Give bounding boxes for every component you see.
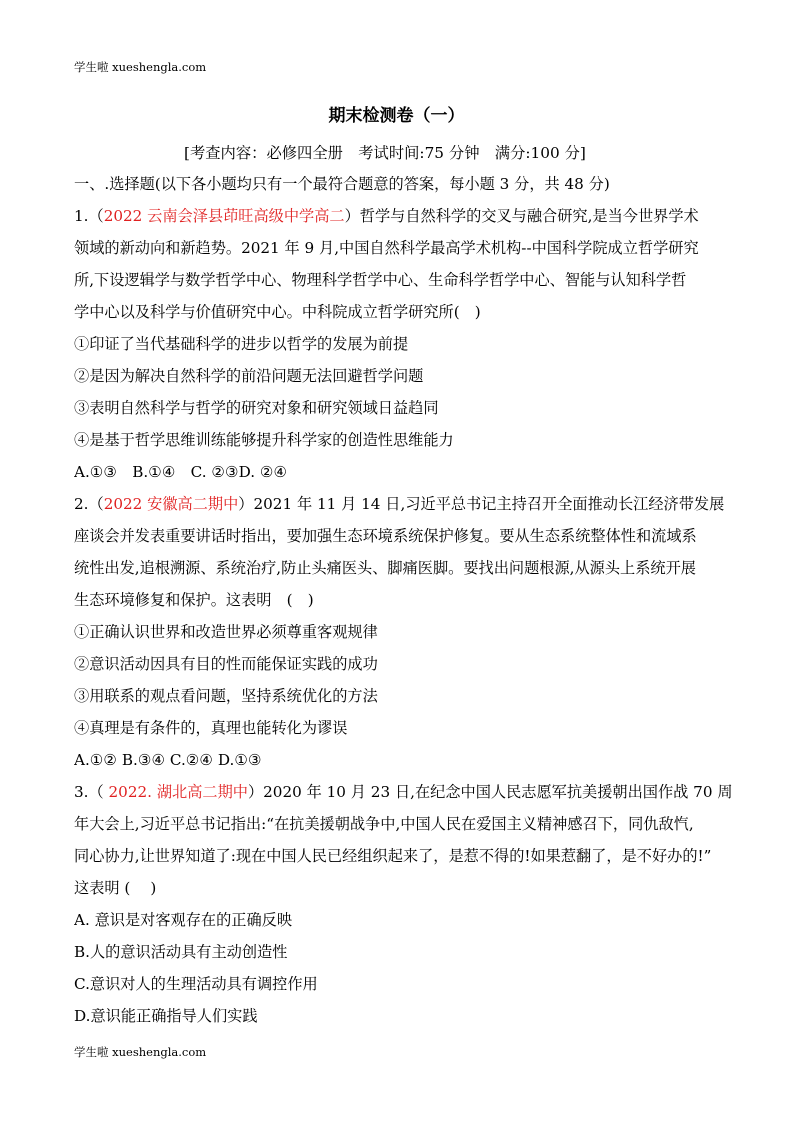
answer-choice: C.意识对人的生理活动具有调控作用 bbox=[74, 975, 318, 993]
question-stem-line: 所,下设逻辑学与数学哲学中心、物理科学哲学中心、生命科学哲学中心、智能与认知科学哲 bbox=[74, 271, 687, 289]
answer-choice: B.人的意识活动具有主动创造性 bbox=[74, 943, 288, 961]
exam-content bbox=[74, 168, 734, 1032]
question-3 bbox=[74, 776, 734, 1032]
answer-options: A.①② B.③④ C.②④ D.①③ bbox=[74, 751, 262, 769]
question-stem-text: ）2020 年 10 月 23 日,在纪念中国人民志愿军抗美援朝出国作战 70 周 bbox=[247, 783, 733, 801]
page-title: 期末检测卷（一） bbox=[328, 106, 465, 126]
question-stem-line bbox=[74, 776, 734, 808]
exam-info: [考查内容：必修四全册 考试时间:75 分钟 满分:100 分] bbox=[184, 144, 586, 162]
question-stem-line: 学中心以及科学与价值研究中心。中科院成立哲学研究所( ) bbox=[74, 303, 481, 321]
statement-item: ②是因为解决自然科学的前沿问题无法回避哲学问题 bbox=[74, 367, 424, 385]
footer-brand: 学生啦 xueshengla.com bbox=[74, 1045, 207, 1059]
answer-options: A.①③ B.①④ C. ②③D. ②④ bbox=[74, 463, 288, 481]
statement-item: ④真理是有条件的，真理也能转化为谬误 bbox=[74, 719, 348, 737]
question-number: 3.（ bbox=[74, 783, 109, 801]
statement-item: ①正确认识世界和改造世界必须尊重客观规律 bbox=[74, 623, 378, 641]
question-2 bbox=[74, 488, 734, 776]
question-stem-line: 座谈会并发表重要讲话时指出，要加强生态环境系统保护修复。要从生态系统整体性和流域系 bbox=[74, 527, 697, 545]
answer-choice: D.意识能正确指导人们实践 bbox=[74, 1007, 258, 1025]
statement-item: ④是基于哲学思维训练能够提升科学家的创造性思维能力 bbox=[74, 431, 454, 449]
statement-item: ③表明自然科学与哲学的研究对象和研究领域日益趋同 bbox=[74, 399, 439, 417]
question-source: 2022 云南会泽县茚旺高级中学高二 bbox=[103, 207, 345, 225]
question-stem-line: 这表明 ( ) bbox=[74, 879, 157, 897]
question-stem-text: ）2021 年 11 月 14 日,习近平总书记主持召开全面推动长江经济带发展 bbox=[238, 495, 725, 513]
question-source: 2022. 湖北高二期中 bbox=[108, 783, 248, 801]
question-source: 2022 安徽高二期中 bbox=[103, 495, 239, 513]
header-brand: 学生啦 xueshengla.com bbox=[74, 60, 207, 74]
statement-item: ①印证了当代基础科学的进步以哲学的发展为前提 bbox=[74, 335, 409, 353]
section-heading: 一、.选择题(以下各小题均只有一个最符合题意的答案，每小题 3 分，共 48 分) bbox=[74, 175, 610, 193]
question-stem-text: ）哲学与自然科学的交叉与融合研究,是当今世界学术 bbox=[344, 207, 699, 225]
statement-item: ②意识活动因具有目的性而能保证实践的成功 bbox=[74, 655, 378, 673]
question-stem-line bbox=[74, 200, 734, 232]
question-stem-line: 统性出发,追根溯源、系统治疗,防止头痛医头、脚痛医脚。要找出问题根源,从源头上系统开展 bbox=[74, 559, 696, 577]
answer-choice: A. 意识是对客观存在的正确反映 bbox=[74, 911, 293, 929]
question-stem-line: 同心协力,让世界知道了:现在中国人民已经组织起来了，是惹不得的!如果惹翻了，是不好办的!” bbox=[74, 847, 712, 865]
statement-item: ③用联系的观点看问题，坚持系统优化的方法 bbox=[74, 687, 378, 705]
question-stem-line: 生态环境修复和保护。这表明 ( ) bbox=[74, 591, 314, 609]
question-number: 2.（ bbox=[74, 495, 104, 513]
question-stem-line: 领域的新动向和新趋势。2021 年 9 月,中国自然科学最高学术机构--中国科学院成立哲学研究 bbox=[74, 239, 699, 257]
question-stem-line bbox=[74, 488, 734, 520]
question-1 bbox=[74, 200, 734, 488]
question-stem-line: 年大会上,习近平总书记指出:“在抗美援朝战争中,中国人民在爱国主义精神感召下，同仇敌忾, bbox=[74, 815, 694, 833]
question-number: 1.（ bbox=[74, 207, 104, 225]
